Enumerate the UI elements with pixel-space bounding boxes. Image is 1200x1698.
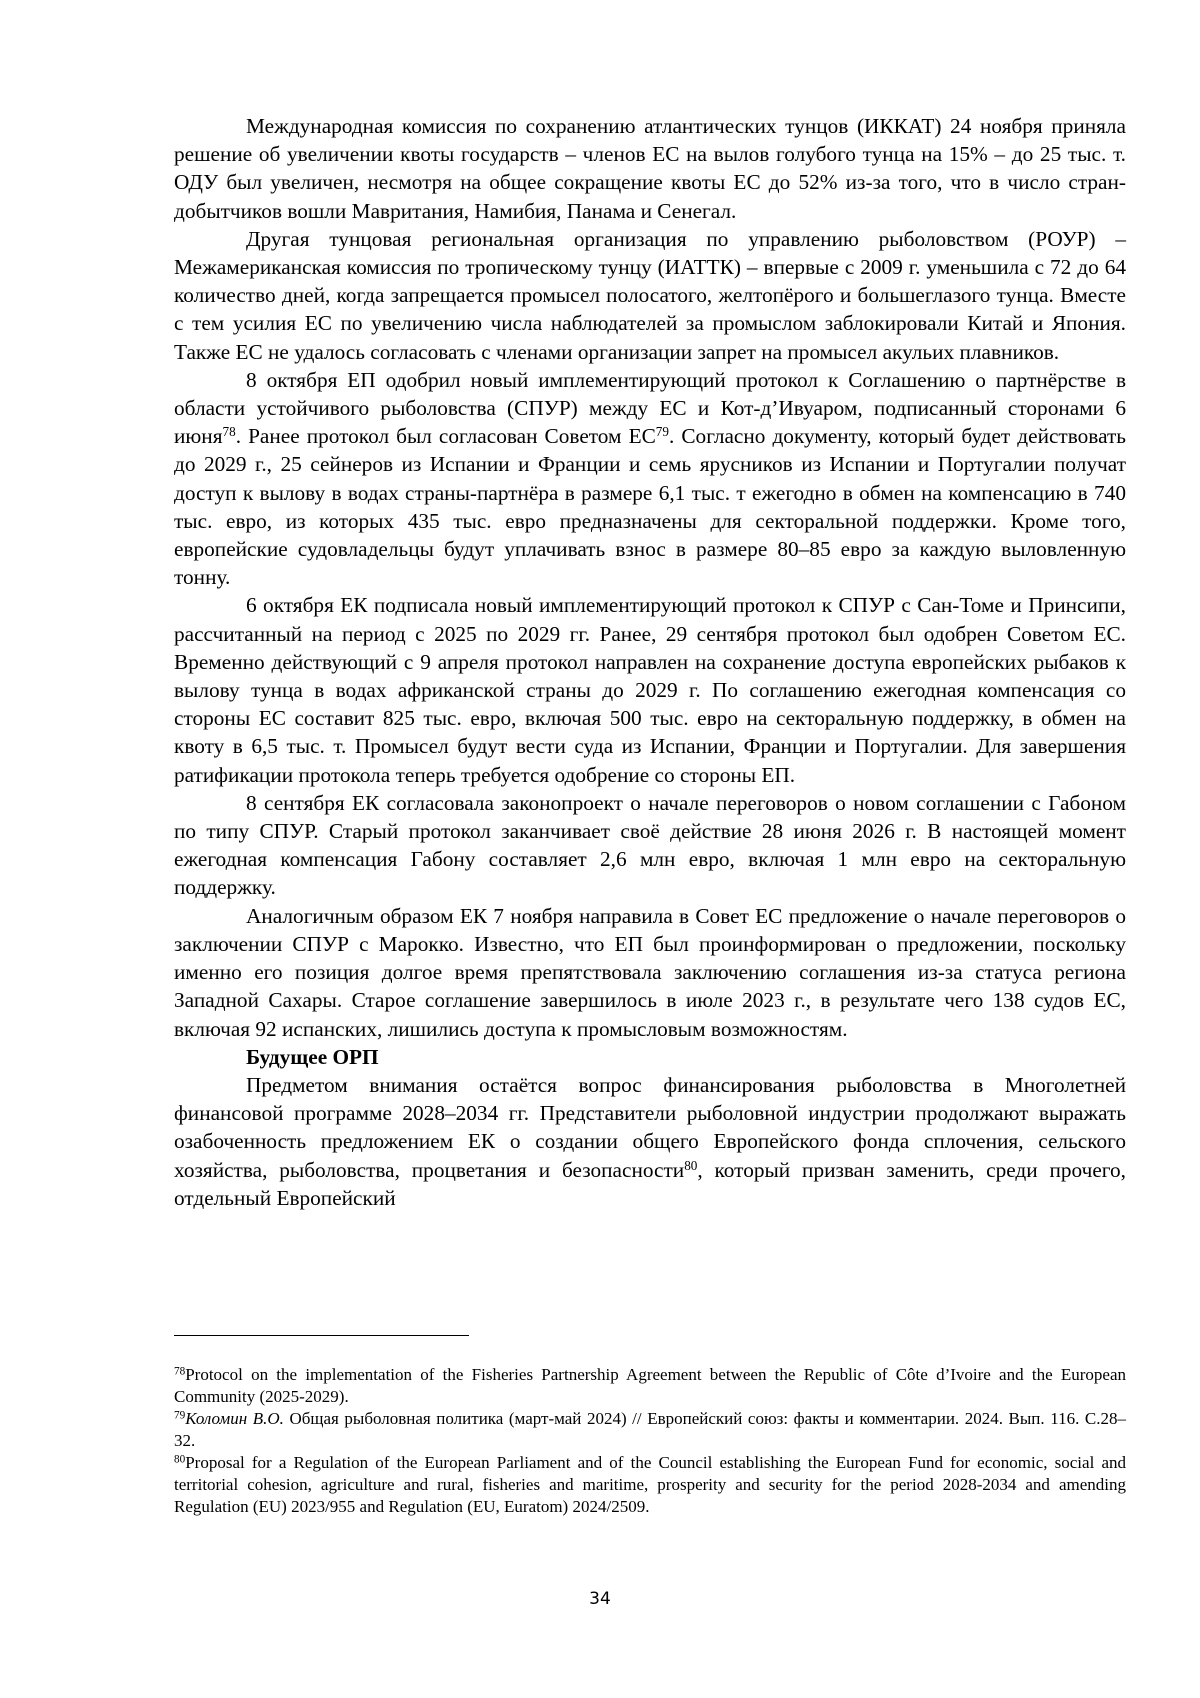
footnote-ref-79[interactable]: 79 [655,423,669,439]
footnote-78 [174,1364,1126,1408]
footnotes [174,1364,1126,1518]
paragraph-morocco: Аналогичным образом ЕК 7 ноября направила в Совет ЕС предложение о начале переговоров о заключении СПУР с Марокко. Известно, что ЕП был проинформирован о предложении, поскольку именно его позиция долгое время препятствовала заключению соглашения из-за статуса региона Западной Сахары. Старое соглашение завершилось в июле 2023 г., в результате чего 138 судов ЕС, включая 92 испанских, лишились доступа к промысловым возможностям. [174,903,1126,1041]
paragraph-text: 8 октября ЕП одобрил новый имплементирующий протокол к Соглашению о партнёрстве в области устойчивого рыболовства (СПУР) между ЕС и Кот-д’Ивуаром, подписанный сторонами 6 июня [174,367,1126,449]
footnote-separator [174,1335,469,1336]
paragraph-text: Предметом внимания остаётся вопрос финансирования рыболовства в Многолетней финансовой программе 2028–2034 гг. Представители рыболовной индустрии продолжают выражать озабоченность предложением ЕК о создании общего Европейского фонда сплочения, сельского хозяйства, рыболовства, процветания и безопасности [174,1072,1126,1182]
footnote-author: Коломин В.О. [185,1409,284,1428]
paragraph-text: , который призван заменить, среди прочего, отдельный Европейский [174,1157,1126,1210]
paragraph-future-cfp [174,1071,1126,1212]
footnote-ref-78[interactable]: 78 [222,423,236,439]
paragraph-iattc: Другая тунцовая региональная организация по управлению рыболовством (РОУР) – Межамериканская комиссия по тропическому тунцу (ИАТТК) – впервые с 2009 г. уменьшила с 72 до 64 количество дней, когда запрещается промысел полосатого, желтопёрого и большеглазого тунца. Вместе с тем усилия ЕС по увеличению числа наблюдателей за промыслом заблокировали Китай и Япония. Также ЕС не удалось согласовать с членами организации запрет на промысел акульих плавников. [174,226,1126,364]
paragraph-sao-tome: 6 октября ЕК подписала новый имплементирующий протокол к СПУР с Сан-Томе и Принсипи, рассчитанный на период с 2025 по 2029 гг. Ранее, 29 сентября протокол был одобрен Советом ЕС. Временно действующий с 9 апреля протокол направлен на сохранение доступа европейских рыбаков к вылову тунца в водах африканской страны до 2029 г. По соглашению ежегодная компенсация со стороны ЕС составит 825 тыс. евро, включая 500 тыс. евро на секторальную поддержку, в обмен на квоту в 6,5 тыс. т. Промысел будут вести суда из Испании, Франции и Португалии. Для завершения ратификации протокола теперь требуется одобрение со стороны ЕП. [174,593,1126,787]
footnote-80 [174,1452,1126,1518]
footnote-number: 79 [174,1409,186,1422]
paragraph-iccat: Международная комиссия по сохранению атлантических тунцов (ИККАТ) 24 ноября приняла решение об увеличении квоты государств – членов ЕС на вылов голубого тунца на 15% – до 25 тыс. т. ОДУ был увеличен, несмотря на общее сокращение квоты ЕС до 52% из-за того, что в число стран-добытчиков вошли Мавритания, Намибия, Панама и Сенегал. [174,114,1126,223]
section-heading: Будущее ОРП [246,1044,379,1069]
paragraph-gabon: 8 сентября ЕК согласовала законопроект о начале переговоров о новом соглашении с Габоном по типу СПУР. Старый протокол заканчивает своё действие 28 июня 2026 г. В настоящей момент ежегодная компенсация Габону составляет 2,6 млн евро, включая 1 млн евро на секторальную поддержку. [174,790,1126,900]
footnote-text: Proposal for a Regulation of the European Parliament and of the Council establishing the European Fund for economic, social and territorial cohesion, agriculture and rural, fisheries and maritime, prosperity and security for the period 2028-2034 and amending Regulation (EU) 2023/955 and Regulation (EU, Euratom) 2024/2509. [174,1453,1126,1516]
footnote-number: 78 [174,1365,186,1378]
paragraph-cote-divoire [174,366,1126,592]
paragraph-text: . Согласно документу, который будет действовать до 2029 г., 25 сейнеров из Испании и Франции и семь ярусников из Испании и Португалии получат доступ к вылову в водах страны-партнёра в размере 6,1 тыс. т ежегодно в обмен на компенсацию в 740 тыс. евро, из которых 435 тыс. евро предназначены для секторальной поддержки. Кроме того, европейские судовладельцы будут уплачивать взнос в размере 80–85 евро за каждую выловленную тонну. [174,424,1126,590]
body-text [174,112,1126,1212]
footnote-number: 80 [174,1453,186,1466]
footnote-text: Общая рыболовная политика (март-май 2024) // Европейский союз: факты и комментарии. 2024. Вып. 116. С.28–32. [174,1409,1126,1450]
page-number: 34 [589,1589,611,1609]
footnote-ref-80[interactable]: 80 [684,1157,698,1173]
paragraph-text: . Ранее протокол был согласован Советом ЕС [235,424,656,449]
footnote-79 [174,1408,1126,1452]
footnote-text: Protocol on the implementation of the Fisheries Partnership Agreement between the Republic of Côte d’Ivoire and the European Community (2025-2029). [174,1365,1126,1406]
